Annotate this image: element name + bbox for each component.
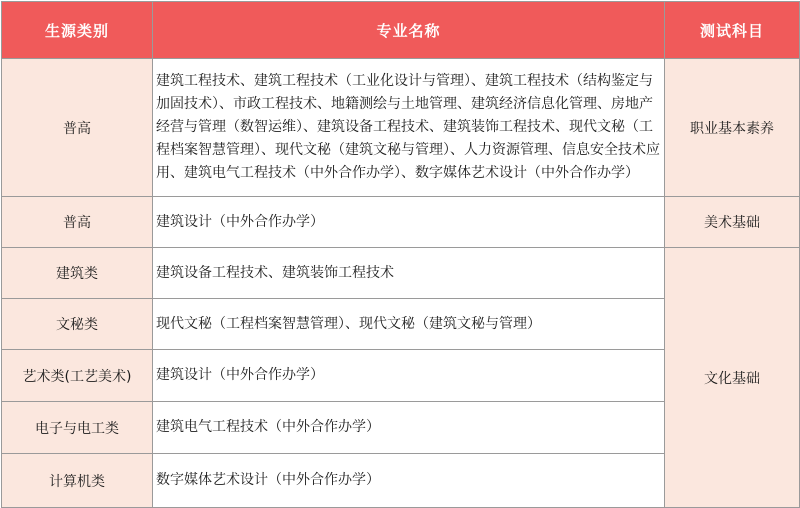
table-row (2, 248, 800, 299)
header-subject: 测试科目 (665, 2, 800, 59)
category-cell: 艺术类(工艺美术) (2, 350, 153, 402)
category-cell: 普高 (2, 59, 153, 197)
table-row (2, 197, 800, 248)
major-cell: 建筑设计（中外合作办学） (153, 350, 665, 402)
major-cell: 建筑设备工程技术、建筑装饰工程技术 (153, 248, 665, 299)
category-cell: 计算机类 (2, 454, 153, 508)
category-cell: 建筑类 (2, 248, 153, 299)
admission-table (1, 1, 800, 508)
subject-cell: 美术基础 (665, 197, 800, 248)
subject-cell: 职业基本素养 (665, 59, 800, 197)
major-cell: 建筑设计（中外合作办学） (153, 197, 665, 248)
major-cell: 数字媒体艺术设计（中外合作办学） (153, 454, 665, 508)
category-cell: 文秘类 (2, 299, 153, 350)
category-cell: 普高 (2, 197, 153, 248)
major-cell: 建筑电气工程技术（中外合作办学） (153, 402, 665, 454)
major-cell: 建筑工程技术、建筑工程技术（工业化设计与管理）、建筑工程技术（结构鉴定与加固技术）、市政工程技术、地籍测绘与土地管理、建筑经济信息化管理、房地产经营与管理（数智运维）、建筑设备工程技术、建筑装饰工程技术、现代文秘（工程档案智慧管理）、现代文秘（建筑文秘与管理）、人力资源管理、信息安全技术应用、建筑电气工程技术（中外合作办学）、数字媒体艺术设计（中外合作办学） (153, 59, 665, 197)
major-cell: 现代文秘（工程档案智慧管理）、现代文秘（建筑文秘与管理） (153, 299, 665, 350)
header-category: 生源类别 (2, 2, 153, 59)
subject-cell: 文化基础 (665, 248, 800, 508)
category-cell: 电子与电工类 (2, 402, 153, 454)
table-header-row (2, 2, 800, 59)
table-row (2, 59, 800, 197)
header-major: 专业名称 (153, 2, 665, 59)
